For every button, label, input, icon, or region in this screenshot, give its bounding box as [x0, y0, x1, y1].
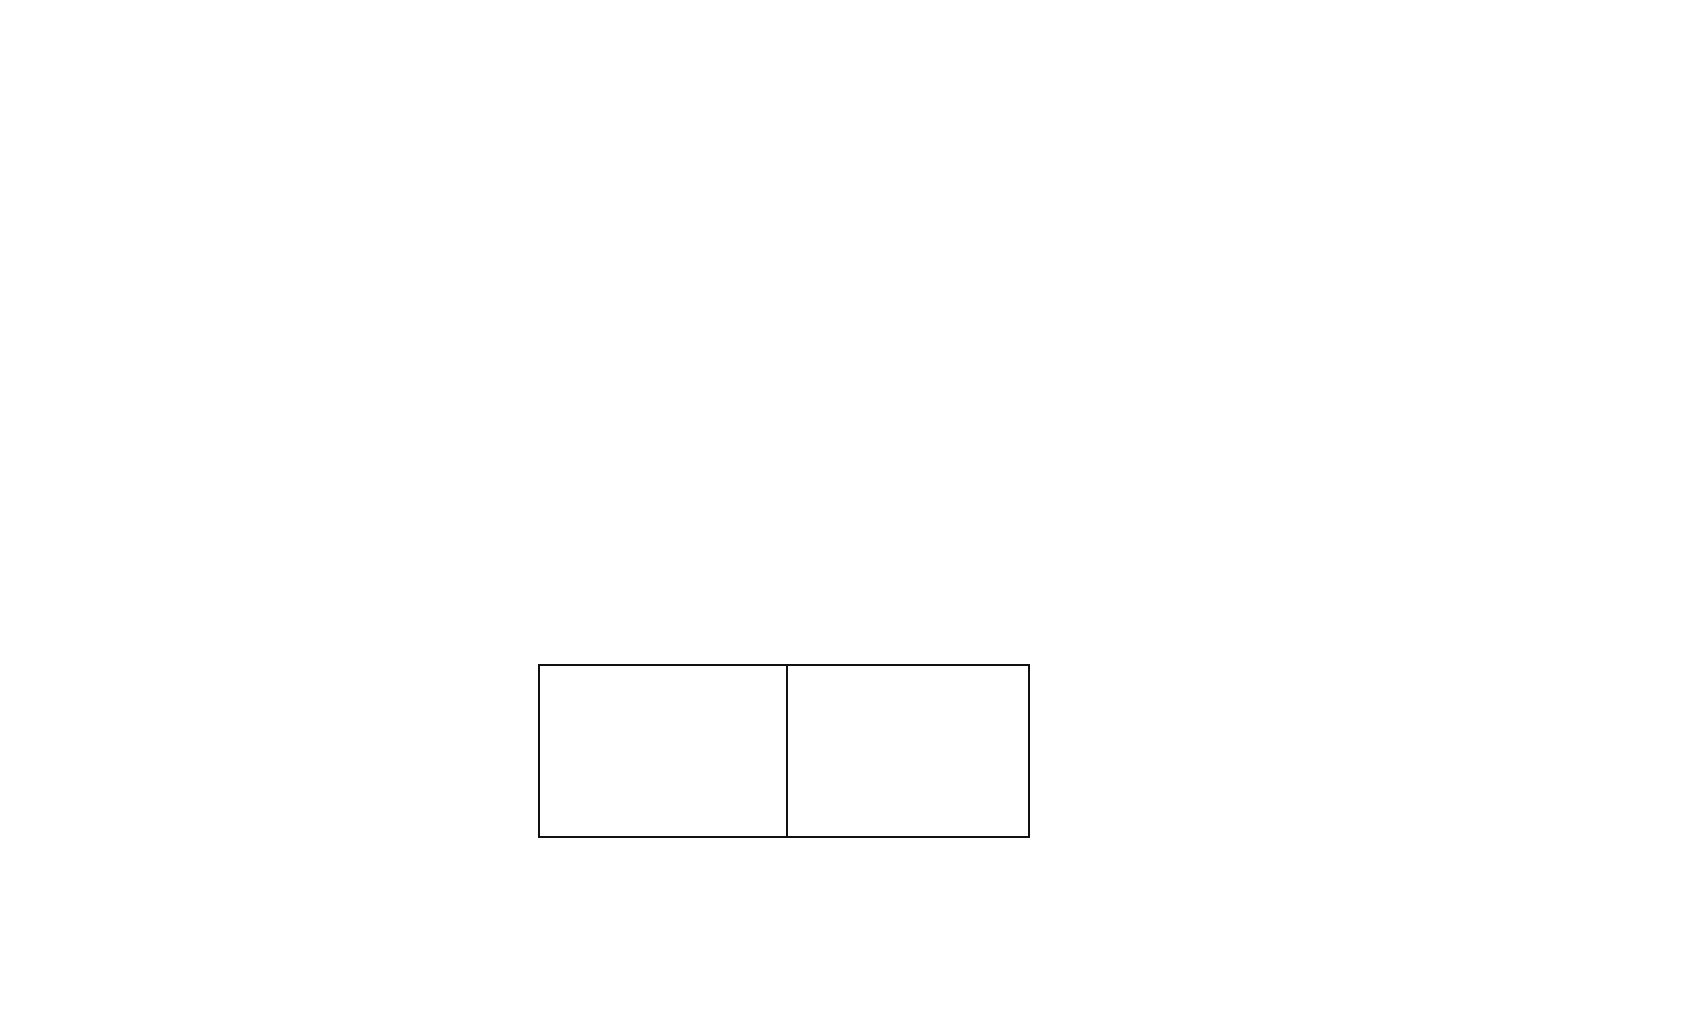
weekly-box — [538, 664, 1030, 838]
news-column — [580, 0, 1150, 1016]
offering-column — [1150, 0, 1691, 1016]
weekly-divider — [786, 664, 788, 838]
worship-column — [0, 0, 560, 1016]
